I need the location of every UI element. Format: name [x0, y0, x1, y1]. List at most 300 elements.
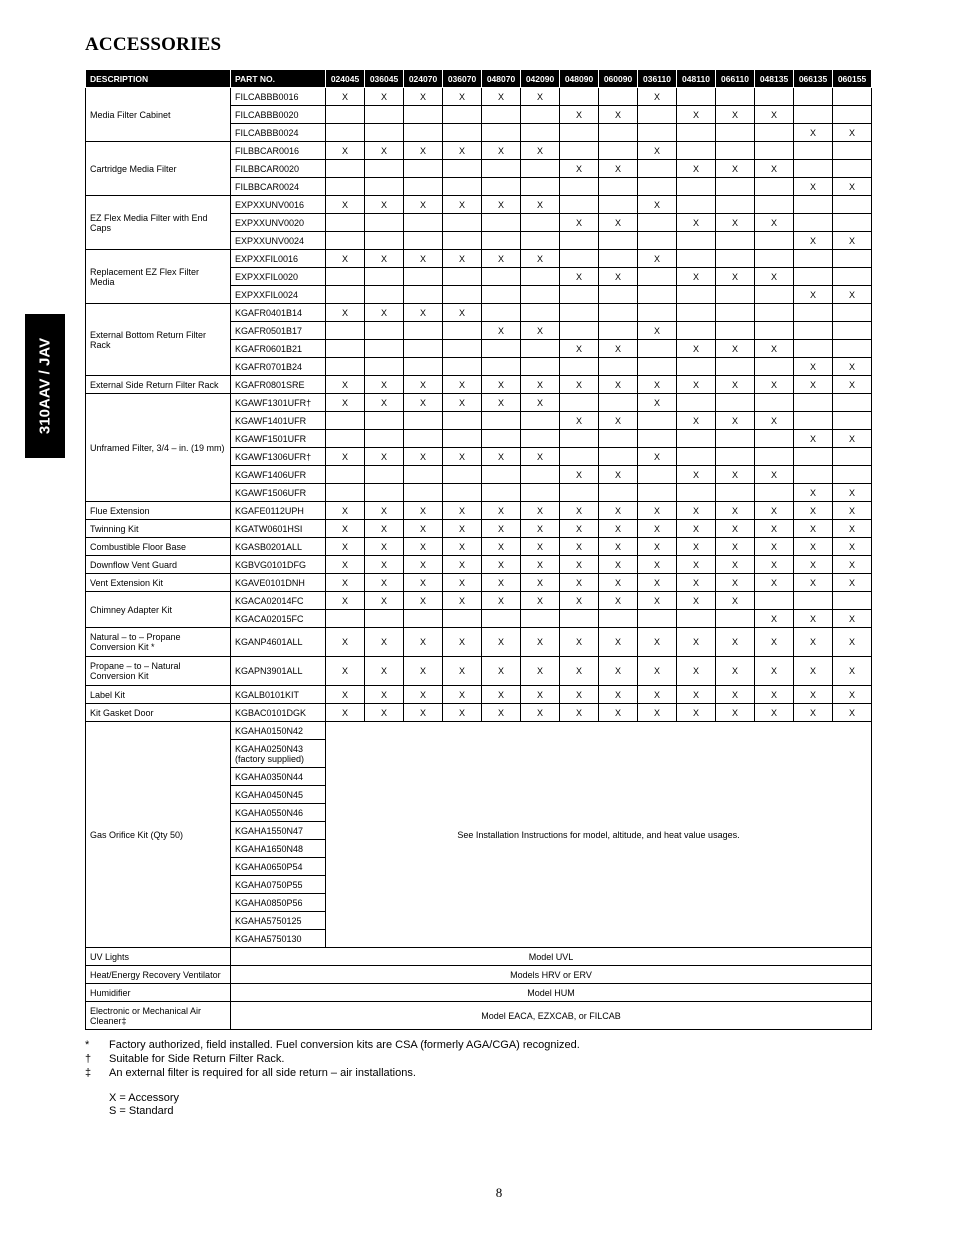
model-cell: X: [638, 376, 677, 394]
model-cell: X: [404, 304, 443, 322]
header-model: 048135: [755, 70, 794, 88]
model-cell: X: [794, 430, 833, 448]
model-cell: X: [482, 376, 521, 394]
row-part-number: KGAHA5750130: [231, 930, 326, 948]
model-cell: [755, 196, 794, 214]
model-cell: [755, 178, 794, 196]
model-cell: X: [443, 704, 482, 722]
table-row: [86, 686, 872, 704]
model-cell: X: [755, 376, 794, 394]
row-part-number: KGAWF1506UFR: [231, 484, 326, 502]
model-cell: X: [755, 160, 794, 178]
model-cell: [326, 340, 365, 358]
header-model: 036045: [365, 70, 404, 88]
model-cell: [521, 268, 560, 286]
row-part-number: KGAWF1306UFR†: [231, 448, 326, 466]
model-cell: X: [716, 686, 755, 704]
model-cell: X: [482, 592, 521, 610]
model-cell: X: [482, 704, 521, 722]
model-cell: X: [599, 574, 638, 592]
table-header-row: [86, 70, 872, 88]
model-cell: X: [404, 394, 443, 412]
model-cell: X: [404, 556, 443, 574]
model-value: Model EACA, EZXCAB, or FILCAB: [231, 1002, 872, 1030]
model-cell: X: [443, 628, 482, 657]
model-cell: X: [599, 592, 638, 610]
model-cell: [560, 430, 599, 448]
model-cell: X: [521, 88, 560, 106]
model-cell: [404, 430, 443, 448]
row-description: Heat/Energy Recovery Ventilator: [86, 966, 231, 984]
model-cell: X: [755, 628, 794, 657]
model-cell: [482, 340, 521, 358]
model-cell: [716, 88, 755, 106]
model-cell: X: [638, 657, 677, 686]
model-cell: X: [716, 520, 755, 538]
model-cell: X: [521, 394, 560, 412]
model-cell: [521, 106, 560, 124]
model-cell: [365, 286, 404, 304]
model-cell: [833, 322, 872, 340]
model-cell: X: [365, 574, 404, 592]
model-cell: X: [443, 196, 482, 214]
model-cell: X: [482, 394, 521, 412]
footnote-symbol: ‡: [85, 1067, 92, 1079]
model-cell: [560, 304, 599, 322]
model-cell: [482, 178, 521, 196]
header-part-no: PART NO.: [231, 70, 326, 88]
row-part-number: KGACA02015FC: [231, 610, 326, 628]
model-cell: X: [599, 214, 638, 232]
table-row: [86, 592, 872, 610]
model-cell: [521, 340, 560, 358]
model-cell: [755, 142, 794, 160]
model-cell: [677, 448, 716, 466]
model-cell: X: [794, 286, 833, 304]
model-cell: X: [365, 704, 404, 722]
model-cell: X: [521, 628, 560, 657]
model-cell: [638, 232, 677, 250]
model-cell: [443, 466, 482, 484]
model-cell: X: [833, 376, 872, 394]
model-cell: [794, 142, 833, 160]
model-cell: X: [365, 502, 404, 520]
model-cell: [677, 178, 716, 196]
model-cell: X: [755, 466, 794, 484]
footnote-text: Factory authorized, field installed. Fuel conversion kits are CSA (formerly AGA/CGA) recognized.: [109, 1039, 580, 1051]
row-description: Replacement EZ Flex Filter Media: [86, 250, 231, 304]
header-model: 060155: [833, 70, 872, 88]
table-row: [86, 502, 872, 520]
model-cell: [404, 286, 443, 304]
model-cell: X: [326, 304, 365, 322]
model-cell: [365, 430, 404, 448]
row-part-number: FILCABBB0020: [231, 106, 326, 124]
model-cell: X: [443, 376, 482, 394]
table-row: [86, 704, 872, 722]
model-cell: X: [638, 704, 677, 722]
table-row: [86, 88, 872, 106]
model-cell: X: [365, 448, 404, 466]
model-cell: [482, 484, 521, 502]
model-cell: X: [755, 412, 794, 430]
row-part-number: FILCABBB0024: [231, 124, 326, 142]
row-part-number: KGAFR0401B14: [231, 304, 326, 322]
model-cell: [521, 466, 560, 484]
model-cell: X: [599, 340, 638, 358]
model-cell: [755, 394, 794, 412]
model-cell: [326, 124, 365, 142]
model-cell: X: [833, 574, 872, 592]
model-cell: [794, 340, 833, 358]
row-description: External Side Return Filter Rack: [86, 376, 231, 394]
model-cell: [677, 142, 716, 160]
model-cell: [794, 160, 833, 178]
model-cell: X: [638, 142, 677, 160]
side-tab: [25, 314, 65, 458]
model-cell: X: [794, 232, 833, 250]
model-cell: X: [638, 574, 677, 592]
model-cell: X: [443, 538, 482, 556]
model-cell: X: [560, 628, 599, 657]
model-cell: [833, 304, 872, 322]
model-cell: X: [833, 610, 872, 628]
model-cell: X: [794, 610, 833, 628]
model-cell: X: [443, 448, 482, 466]
model-cell: X: [794, 484, 833, 502]
row-description: Electronic or Mechanical Air Cleaner‡: [86, 1002, 231, 1030]
model-cell: [560, 124, 599, 142]
model-cell: [482, 412, 521, 430]
model-cell: X: [521, 592, 560, 610]
model-cell: [482, 610, 521, 628]
model-cell: [521, 610, 560, 628]
model-cell: X: [521, 686, 560, 704]
model-cell: [677, 394, 716, 412]
model-value: Model HUM: [231, 984, 872, 1002]
row-part-number: KGANP4601ALL: [231, 628, 326, 657]
gas-orifice-note: See Installation Instructions for model, altitude, and heat value usages.: [326, 722, 872, 948]
model-cell: X: [443, 556, 482, 574]
model-cell: X: [716, 376, 755, 394]
row-description: Downflow Vent Guard: [86, 556, 231, 574]
model-cell: X: [326, 556, 365, 574]
model-cell: X: [716, 502, 755, 520]
model-cell: X: [833, 286, 872, 304]
model-cell: X: [716, 214, 755, 232]
model-cell: X: [521, 538, 560, 556]
model-cell: X: [755, 268, 794, 286]
model-cell: X: [638, 88, 677, 106]
model-cell: X: [677, 412, 716, 430]
model-cell: X: [716, 592, 755, 610]
model-cell: [443, 484, 482, 502]
model-cell: X: [482, 574, 521, 592]
model-cell: [755, 430, 794, 448]
model-cell: X: [560, 268, 599, 286]
model-cell: X: [638, 538, 677, 556]
model-cell: X: [326, 520, 365, 538]
model-cell: [560, 448, 599, 466]
model-cell: X: [677, 376, 716, 394]
model-cell: [677, 304, 716, 322]
header-model: 042090: [521, 70, 560, 88]
model-cell: X: [599, 538, 638, 556]
row-description: UV Lights: [86, 948, 231, 966]
model-cell: [482, 466, 521, 484]
model-cell: [638, 268, 677, 286]
model-cell: X: [716, 160, 755, 178]
model-cell: [794, 196, 833, 214]
model-cell: [326, 466, 365, 484]
table-row: [86, 538, 872, 556]
row-description: Vent Extension Kit: [86, 574, 231, 592]
model-cell: [443, 232, 482, 250]
model-cell: [326, 412, 365, 430]
model-cell: X: [794, 538, 833, 556]
row-description: Gas Orifice Kit (Qty 50): [86, 722, 231, 948]
model-cell: X: [755, 214, 794, 232]
model-cell: X: [755, 520, 794, 538]
model-cell: [599, 88, 638, 106]
model-cell: [755, 448, 794, 466]
model-cell: X: [677, 657, 716, 686]
model-cell: [560, 250, 599, 268]
model-cell: X: [404, 250, 443, 268]
model-cell: [794, 412, 833, 430]
model-cell: [365, 412, 404, 430]
model-cell: [482, 232, 521, 250]
model-cell: [755, 88, 794, 106]
model-cell: [443, 610, 482, 628]
model-cell: X: [599, 686, 638, 704]
model-cell: [404, 232, 443, 250]
model-cell: X: [365, 394, 404, 412]
model-cell: [638, 430, 677, 448]
row-description: Cartridge Media Filter: [86, 142, 231, 196]
model-cell: X: [560, 574, 599, 592]
model-cell: X: [560, 592, 599, 610]
model-cell: X: [599, 520, 638, 538]
model-cell: [833, 394, 872, 412]
model-cell: X: [404, 142, 443, 160]
model-cell: X: [716, 466, 755, 484]
model-cell: [794, 394, 833, 412]
model-cell: [482, 160, 521, 178]
header-model: 048070: [482, 70, 521, 88]
model-cell: X: [443, 686, 482, 704]
model-cell: [326, 430, 365, 448]
row-part-number: KGAHA0150N42: [231, 722, 326, 740]
model-cell: [326, 268, 365, 286]
model-cell: [443, 106, 482, 124]
model-cell: [716, 322, 755, 340]
model-cell: X: [443, 304, 482, 322]
model-cell: X: [560, 340, 599, 358]
model-cell: X: [638, 592, 677, 610]
model-cell: [677, 250, 716, 268]
model-cell: [716, 142, 755, 160]
model-cell: [482, 106, 521, 124]
model-cell: X: [521, 250, 560, 268]
row-part-number: KGACA02014FC: [231, 592, 326, 610]
model-cell: X: [404, 520, 443, 538]
model-cell: X: [794, 704, 833, 722]
model-cell: X: [404, 448, 443, 466]
model-cell: [638, 610, 677, 628]
model-cell: [443, 340, 482, 358]
model-cell: [755, 358, 794, 376]
model-cell: X: [482, 196, 521, 214]
model-cell: X: [482, 142, 521, 160]
model-cell: [755, 322, 794, 340]
model-cell: [833, 250, 872, 268]
model-cell: X: [794, 686, 833, 704]
table-row: [86, 984, 872, 1002]
model-cell: [443, 430, 482, 448]
model-cell: X: [404, 196, 443, 214]
model-cell: [404, 106, 443, 124]
model-cell: [326, 358, 365, 376]
model-cell: [638, 214, 677, 232]
row-description: Kit Gasket Door: [86, 704, 231, 722]
table-row: [86, 966, 872, 984]
table-row: [86, 657, 872, 686]
model-cell: [716, 286, 755, 304]
model-cell: X: [521, 704, 560, 722]
model-cell: X: [326, 538, 365, 556]
model-cell: [716, 610, 755, 628]
model-cell: [560, 322, 599, 340]
model-cell: [599, 178, 638, 196]
model-cell: X: [794, 520, 833, 538]
row-part-number: KGAHA1550N47: [231, 822, 326, 840]
legend-standard: S = Standard: [109, 1105, 174, 1117]
model-cell: X: [404, 538, 443, 556]
model-cell: [755, 232, 794, 250]
model-cell: [677, 196, 716, 214]
row-part-number: KGAFR0701B24: [231, 358, 326, 376]
model-cell: X: [716, 574, 755, 592]
row-description: Label Kit: [86, 686, 231, 704]
model-cell: [404, 358, 443, 376]
model-cell: X: [560, 556, 599, 574]
model-cell: X: [365, 628, 404, 657]
model-cell: [521, 430, 560, 448]
model-cell: X: [755, 704, 794, 722]
header-model: 066135: [794, 70, 833, 88]
model-cell: X: [833, 628, 872, 657]
model-cell: X: [482, 250, 521, 268]
model-cell: [404, 412, 443, 430]
table-row: [86, 304, 872, 322]
model-cell: [794, 268, 833, 286]
table-row: [86, 574, 872, 592]
model-cell: [482, 430, 521, 448]
model-cell: [482, 286, 521, 304]
model-cell: [794, 448, 833, 466]
footnote-symbol: †: [85, 1053, 92, 1065]
model-cell: X: [404, 376, 443, 394]
model-cell: X: [404, 704, 443, 722]
model-cell: X: [560, 686, 599, 704]
accessories-table: [85, 69, 872, 1030]
model-cell: [560, 484, 599, 502]
model-cell: [677, 430, 716, 448]
model-cell: [833, 340, 872, 358]
model-cell: X: [404, 592, 443, 610]
model-cell: X: [794, 628, 833, 657]
model-cell: X: [443, 657, 482, 686]
row-part-number: EXPXXUNV0020: [231, 214, 326, 232]
model-cell: X: [638, 556, 677, 574]
model-cell: X: [404, 657, 443, 686]
row-part-number: KGAHA0650P54: [231, 858, 326, 876]
model-cell: X: [755, 574, 794, 592]
model-cell: X: [326, 502, 365, 520]
row-part-number: KGAWF1401UFR: [231, 412, 326, 430]
table-row: [86, 250, 872, 268]
model-cell: [521, 178, 560, 196]
model-cell: X: [833, 178, 872, 196]
model-cell: [560, 358, 599, 376]
model-cell: X: [599, 502, 638, 520]
footnote-symbol: *: [85, 1039, 90, 1051]
header-model: 066110: [716, 70, 755, 88]
model-cell: X: [326, 657, 365, 686]
model-cell: X: [677, 502, 716, 520]
model-cell: [521, 412, 560, 430]
model-cell: X: [560, 160, 599, 178]
model-cell: [365, 214, 404, 232]
row-part-number: KGAFR0801SRE: [231, 376, 326, 394]
model-cell: X: [482, 322, 521, 340]
model-cell: X: [833, 704, 872, 722]
model-cell: [794, 592, 833, 610]
model-cell: X: [716, 106, 755, 124]
model-cell: X: [599, 556, 638, 574]
model-cell: X: [482, 686, 521, 704]
model-cell: [716, 124, 755, 142]
model-cell: X: [833, 657, 872, 686]
model-cell: X: [404, 574, 443, 592]
model-cell: [794, 466, 833, 484]
model-cell: X: [404, 88, 443, 106]
model-cell: [638, 466, 677, 484]
table-row: [86, 628, 872, 657]
row-description: External Bottom Return Filter Rack: [86, 304, 231, 376]
row-part-number: EXPXXUNV0024: [231, 232, 326, 250]
model-cell: [365, 124, 404, 142]
model-cell: [560, 178, 599, 196]
row-description: Chimney Adapter Kit: [86, 592, 231, 628]
model-cell: [599, 124, 638, 142]
model-cell: [521, 286, 560, 304]
model-cell: [404, 340, 443, 358]
table-row: [86, 948, 872, 966]
model-cell: X: [638, 448, 677, 466]
model-cell: X: [794, 556, 833, 574]
model-cell: [560, 88, 599, 106]
model-cell: X: [560, 106, 599, 124]
model-cell: [833, 268, 872, 286]
row-part-number: FILCABBB0016: [231, 88, 326, 106]
row-part-number: EXPXXFIL0020: [231, 268, 326, 286]
model-cell: X: [755, 556, 794, 574]
model-cell: X: [833, 502, 872, 520]
model-cell: X: [443, 250, 482, 268]
model-cell: [326, 484, 365, 502]
